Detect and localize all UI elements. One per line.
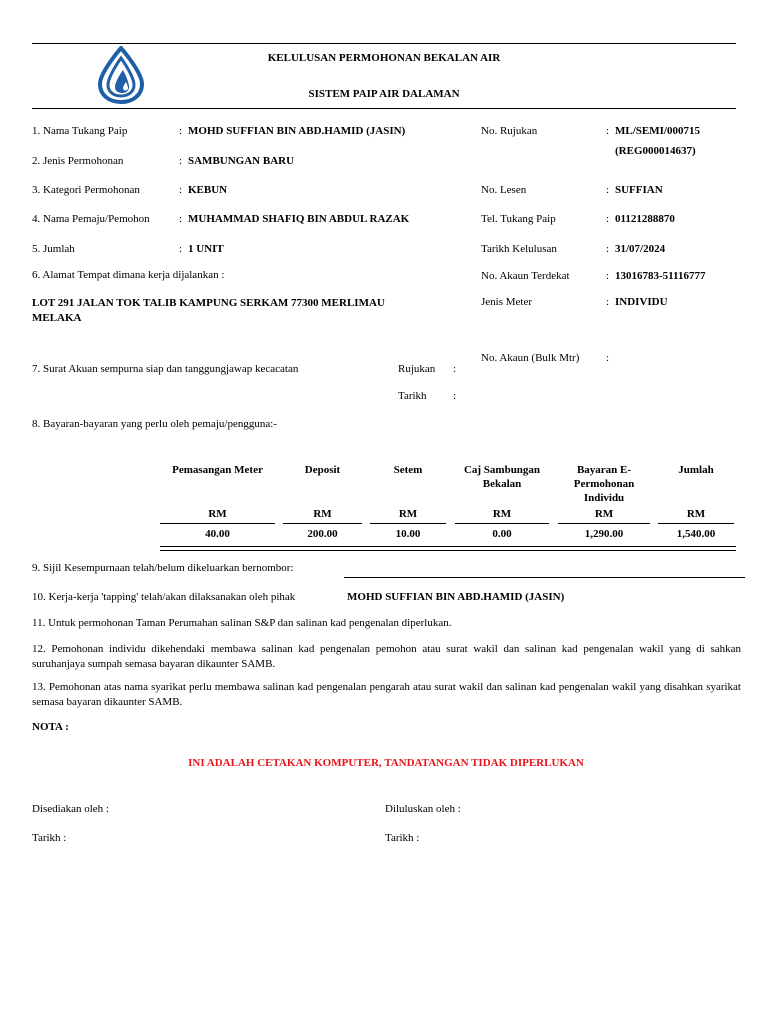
colon: : bbox=[453, 390, 457, 402]
tarikh-left-label: Tarikh : bbox=[32, 832, 67, 844]
field-label-tukang-paip: 1. Nama Tukang Paip bbox=[32, 125, 128, 137]
table-total-rule bbox=[160, 550, 736, 551]
diluluskan-label: Diluluskan oleh : bbox=[385, 803, 461, 815]
column-underline bbox=[455, 523, 549, 524]
field-label-pemaju: 4. Nama Pemaju/Pemohon bbox=[32, 213, 150, 225]
colon: : bbox=[453, 363, 457, 375]
column-header-deposit: Deposit bbox=[304, 464, 341, 476]
item-13-syarikat: 13. Pemohonan atas nama syarikat perlu membawa salinan kad pengenalan pengarah atau surat wakil dan salinan kad pengenalan wakil yang disahkan syarikat semasa bayaran dikaunter SAMB. bbox=[32, 681, 741, 708]
field-label-tel: Tel. Tukang Paip bbox=[481, 213, 556, 225]
item-10-pihak-value: MOHD SUFFIAN BIN ABD.HAMID (JASIN) bbox=[347, 591, 565, 603]
address-label: 6. Alamat Tempat dimana kerja dijalankan : bbox=[32, 269, 225, 281]
field-value-rujukan-reg: (REG000014637) bbox=[615, 145, 696, 157]
column-header-jumlah: Jumlah bbox=[678, 464, 714, 476]
colon: : bbox=[606, 270, 610, 282]
column-underline bbox=[558, 523, 650, 524]
table-total-rule bbox=[160, 546, 736, 547]
field-value-kategori: KEBUN bbox=[188, 184, 228, 196]
payments-label: 8. Bayaran-bayaran yang perlu oleh pemaju/pengguna:- bbox=[32, 418, 277, 430]
item-9-sijil: 9. Sijil Kesempurnaan telah/belum dikeluarkan bernombor: bbox=[32, 562, 294, 574]
amount-setem: 10.00 bbox=[395, 528, 421, 540]
colon: : bbox=[606, 125, 610, 137]
column-underline bbox=[658, 523, 734, 524]
colon: : bbox=[179, 213, 183, 225]
column-underline bbox=[283, 523, 362, 524]
unit-rm: RM bbox=[686, 508, 706, 520]
surat-rujukan-label: Rujukan bbox=[398, 363, 436, 375]
amount-caj-sambungan: 0.00 bbox=[492, 528, 512, 540]
computer-print-notice: INI ADALAH CETAKAN KOMPUTER, TANDATANGAN TIDAK DIPERLUKAN bbox=[188, 757, 584, 769]
colon: : bbox=[179, 155, 183, 167]
colon: : bbox=[606, 184, 610, 196]
field-value-rujukan: ML/SEMI/000715 bbox=[615, 125, 700, 137]
field-value-tel: 01121288870 bbox=[615, 213, 675, 225]
field-label-akaun-terdekat: No. Akaun Terdekat bbox=[481, 270, 570, 282]
surat-akuan-label: 7. Surat Akuan sempurna siap dan tanggungjawap kecacatan bbox=[32, 363, 299, 375]
unit-rm: RM bbox=[492, 508, 512, 520]
field-value-lesen: SUFFIAN bbox=[615, 184, 663, 196]
tarikh-right-label: Tarikh : bbox=[385, 832, 420, 844]
column-underline bbox=[160, 523, 275, 524]
field-value-tukang-paip: MOHD SUFFIAN BIN ABD.HAMID (JASIN) bbox=[188, 125, 406, 137]
header-bottom-rule bbox=[32, 108, 736, 109]
field-label-jenis-permohonan: 2. Jenis Permohonan bbox=[32, 155, 124, 167]
unit-rm: RM bbox=[313, 508, 332, 520]
column-header-pemasangan-meter: Pemasangan Meter bbox=[172, 464, 263, 476]
amount-jumlah: 1,540.00 bbox=[676, 528, 716, 540]
item-11-taman: 11. Untuk permohonan Taman Perumahan salinan S&P dan salinan kad pengenalan diperlukan. bbox=[32, 617, 452, 629]
field-value-jenis-permohonan: SAMBUNGAN BARU bbox=[188, 155, 295, 167]
field-label-rujukan: No. Rujukan bbox=[481, 125, 538, 137]
field-label-akaun-bulk: No. Akaun (Bulk Mtr) bbox=[481, 352, 580, 364]
field-value-tarikh-kelulusan: 31/07/2024 bbox=[615, 243, 666, 255]
colon: : bbox=[606, 352, 610, 364]
document-title: KELULUSAN PERMOHONAN BEKALAN AIR bbox=[267, 52, 501, 64]
column-header-caj-sambungan: Caj Sambungan Bekalan bbox=[463, 464, 541, 490]
field-value-pemaju: MUHAMMAD SHAFIQ BIN ABDUL RAZAK bbox=[188, 213, 410, 225]
unit-rm: RM bbox=[594, 508, 614, 520]
disediakan-label: Disediakan oleh : bbox=[32, 803, 109, 815]
field-label-kategori: 3. Kategori Permohonan bbox=[32, 184, 140, 196]
sijil-number-line bbox=[344, 577, 745, 578]
column-header-setem: Setem bbox=[393, 464, 423, 476]
column-underline bbox=[370, 523, 446, 524]
column-header-bayaran-epermohonan: Bayaran E-Permohonan Individu bbox=[573, 464, 635, 504]
colon: : bbox=[179, 125, 183, 137]
address-value: LOT 291 JALAN TOK TALIB KAMPUNG SERKAM 77300 MERLIMAU MELAKA bbox=[32, 297, 385, 324]
colon: : bbox=[606, 243, 610, 255]
colon: : bbox=[606, 296, 610, 308]
item-10-tapping: 10. Kerja-kerja 'tapping' telah/akan dilaksanakan oleh pihak bbox=[32, 591, 296, 603]
colon: : bbox=[179, 184, 183, 196]
unit-rm: RM bbox=[208, 508, 227, 520]
field-label-tarikh-kelulusan: Tarikh Kelulusan bbox=[481, 243, 557, 255]
field-label-lesen: No. Lesen bbox=[481, 184, 527, 196]
amount-bayaran-epermohonan: 1,290.00 bbox=[584, 528, 624, 540]
nota-label: NOTA : bbox=[32, 721, 69, 733]
colon: : bbox=[606, 213, 610, 225]
amount-deposit: 200.00 bbox=[307, 528, 338, 540]
field-value-jenis-meter: INDIVIDU bbox=[615, 296, 668, 308]
document-subtitle: SISTEM PAIP AIR DALAMAN bbox=[308, 88, 460, 100]
field-label-jenis-meter: Jenis Meter bbox=[481, 296, 533, 308]
header-top-rule bbox=[32, 43, 736, 44]
amount-pemasangan-meter: 40.00 bbox=[205, 528, 230, 540]
field-value-akaun-terdekat: 13016783-51116777 bbox=[615, 270, 706, 282]
field-value-jumlah: 1 UNIT bbox=[188, 243, 224, 255]
field-label-jumlah: 5. Jumlah bbox=[32, 243, 75, 255]
surat-tarikh-label: Tarikh bbox=[398, 390, 427, 402]
unit-rm: RM bbox=[398, 508, 418, 520]
item-12-individu: 12. Pemohonan individu dikehendaki membawa salinan kad pengenalan pemohon atau surat wakil dan salinan kad pengenalan wakil yang di sahkan suruhanjaya sumpah semasa bayaran dikaunter SAMB. bbox=[32, 643, 741, 670]
colon: : bbox=[179, 243, 183, 255]
